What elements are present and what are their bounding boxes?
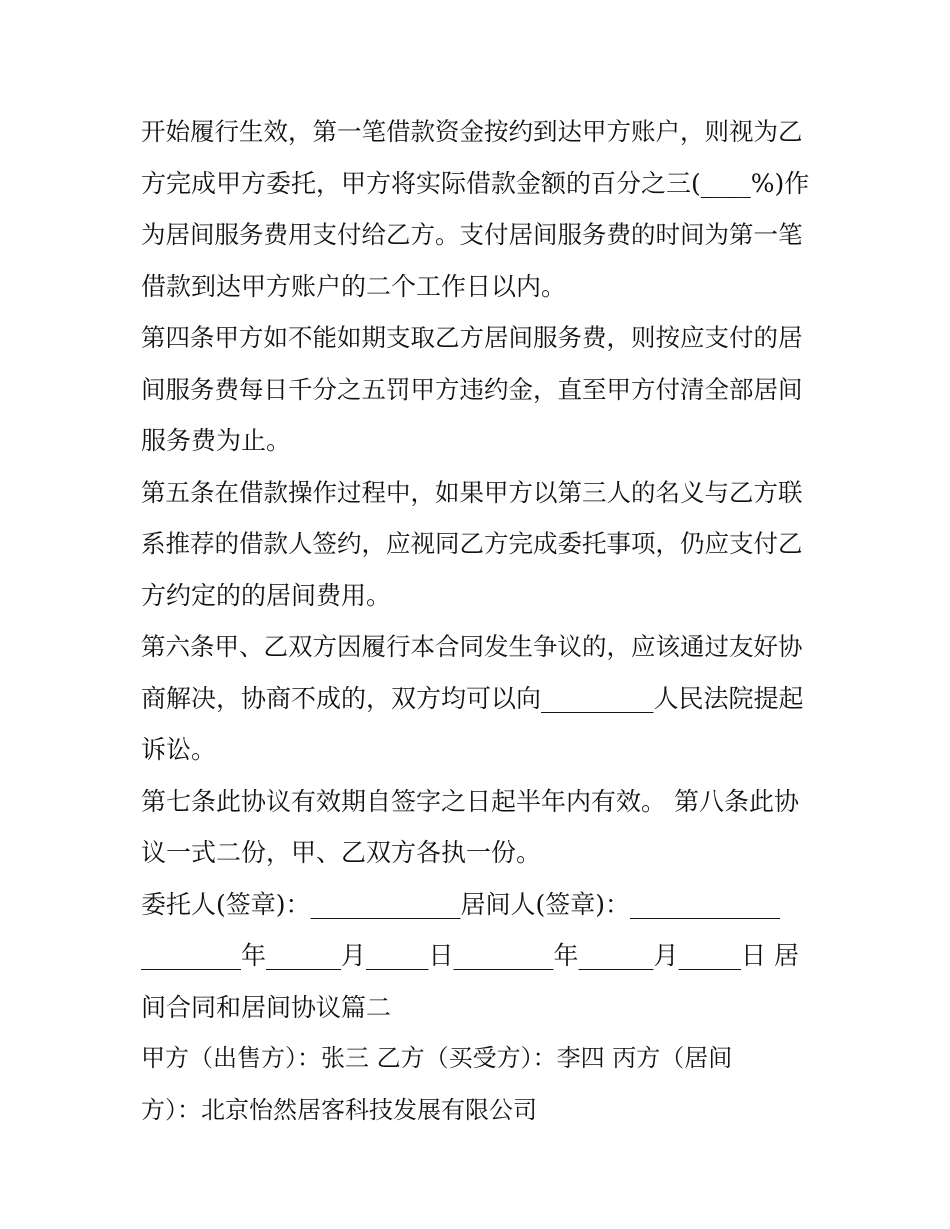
text-line: 为居间服务费用支付给乙方。支付居间服务费的时间为第一笔	[141, 220, 803, 249]
text-line: 诉讼。	[141, 735, 217, 764]
document-body	[141, 106, 813, 1136]
text-line: 议一式二份，甲、乙双方各执一份。	[141, 838, 542, 867]
text-line: 方完成甲方委托，甲方将实际借款金额的百分之三(____%)作	[141, 168, 810, 198]
text-line: 商解决，协商不成的，双方均可以向_________人民法院提起	[141, 683, 804, 713]
text-line: 借款到达甲方账户的二个工作日以内。	[141, 271, 567, 301]
text-line: 服务费为止。	[141, 426, 292, 455]
text-line: 方约定的的居间费用。	[141, 580, 392, 610]
parties-line: 甲方（出售方）：张三 乙方（买受方）：李四 丙方（居间	[141, 1044, 733, 1072]
text-line: 开始履行生效，第一笔借款资金按约到达甲方账户，则视为乙	[141, 117, 803, 146]
article-6-line: 第六条甲、乙双方因履行本合同发生争议的，应该通过友好协	[141, 632, 803, 661]
article-7-line: 第七条此协议有效期自签字之日起半年内有效。 第八条此协	[141, 786, 799, 816]
date-line: ________年______月_____日________年______月_____日 居	[141, 941, 799, 970]
text-line: 系推荐的借款人签约，应视同乙方完成委托事项，仍应支付乙	[141, 529, 803, 558]
parties-line: 方）：北京怡然居客科技发展有限公司	[141, 1095, 537, 1124]
text-line: 间服务费每日千分之五罚甲方违约金，直至甲方付清全部居间	[141, 374, 803, 404]
signature-line: 委托人(签章)：____________居间人(签章)：____________	[141, 889, 781, 919]
article-5-line: 第五条在借款操作过程中，如果甲方以第三人的名义与乙方联	[141, 477, 803, 507]
section-heading-line: 间合同和居间协议篇二	[141, 992, 392, 1022]
article-4-line: 第四条甲方如不能如期支取乙方居间服务费，则按应支付的居	[141, 323, 803, 352]
